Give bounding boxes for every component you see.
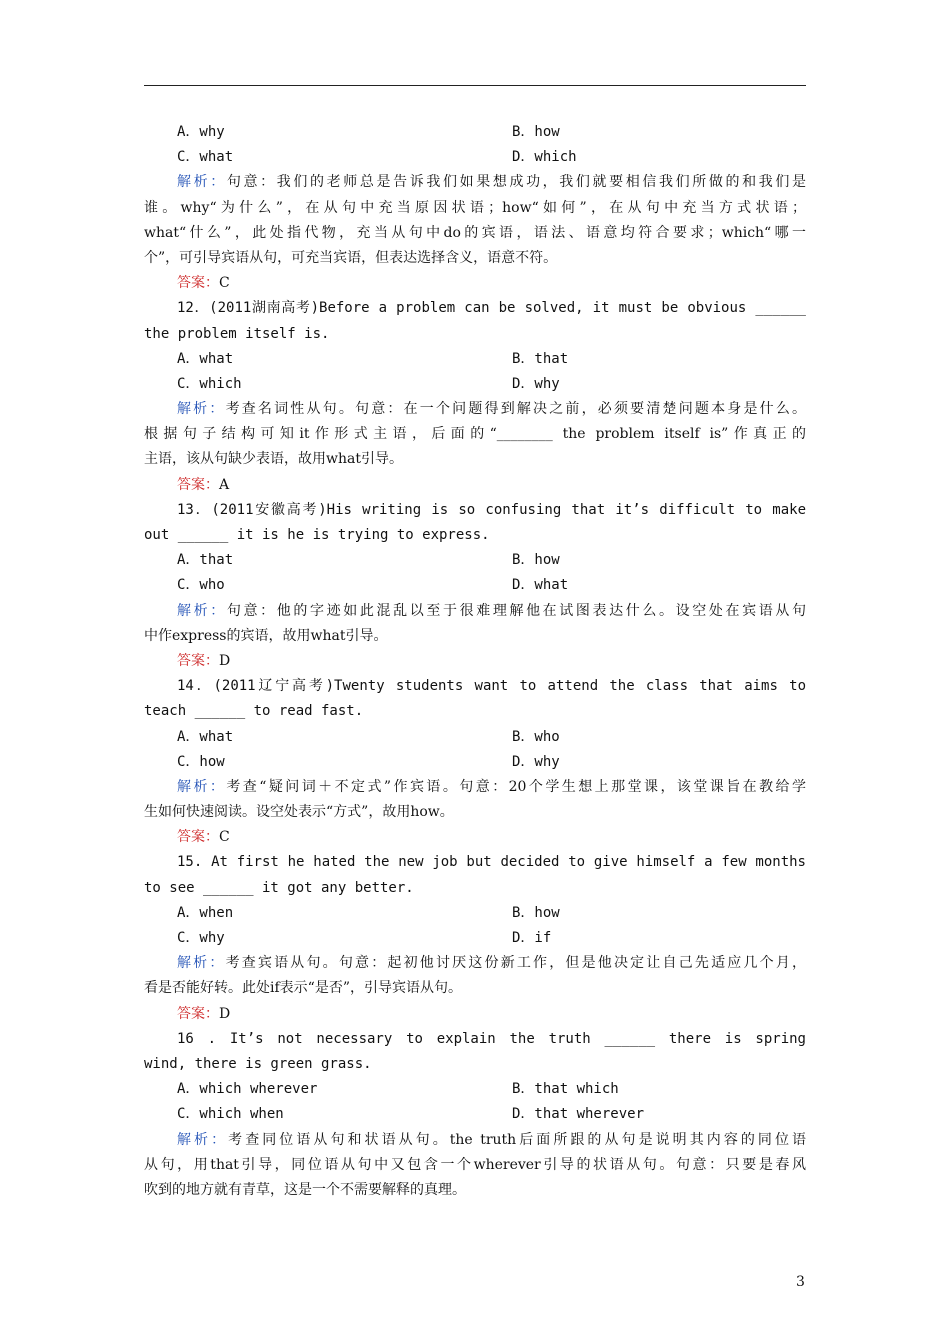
analysis-label: 解析： (177, 401, 226, 418)
analysis-line: 解析：考查宾语从句。句意：起初他讨厌这份新工作，但是他决定让自己先适应几个月， (177, 955, 807, 972)
analysis-label: 解析： (177, 1131, 229, 1148)
analysis-line: 解析：句意：他的字迹如此混乱以至于很难理解他在试图表达什么。设空处在宾语从句 (177, 602, 807, 619)
question-stem: wind, there is green grass. (144, 1055, 372, 1072)
question-stem: 14．(2011辽宁高考)Twenty students want to attend the class that aims to (177, 678, 806, 695)
option-b: B．that which (512, 1081, 619, 1098)
options-row (144, 725, 806, 750)
options-row (144, 372, 806, 397)
option-a: A．what (177, 728, 234, 745)
option-c: C．which when (177, 1106, 284, 1123)
option-b: B．that (512, 350, 569, 367)
options-row (144, 1102, 806, 1127)
option-d: D．why (512, 753, 560, 770)
options-row (144, 901, 806, 926)
analysis-label: 解析： (177, 778, 227, 795)
question-stem: 15. At first he hated the new job but decided to give himself a few months (177, 854, 806, 871)
option-d: D．if (512, 930, 552, 946)
options-row (144, 548, 806, 573)
answer-line (144, 649, 806, 674)
option-c: C．why (177, 930, 225, 946)
options-row (144, 145, 806, 170)
options-row (144, 573, 806, 598)
option-a: A．what (177, 350, 234, 367)
analysis-line: 解析：句意：我们的老师总是告诉我们如果想成功，我们就要相信我们所做的和我们是 (177, 174, 807, 191)
option-c: C．which (177, 375, 242, 392)
page-number: 3 (796, 1274, 805, 1290)
answer-label: 答案： (177, 1005, 219, 1022)
analysis-line: 解析：考查“疑问词＋不定式”作宾语。句意：20个学生想上那堂课，该堂课旨在教给学 (177, 778, 806, 795)
question-stem: the problem itself is. (144, 325, 330, 342)
answer-line (144, 271, 806, 296)
answer-value: A (219, 476, 230, 493)
option-b: B．how (512, 904, 560, 921)
options-row (144, 120, 806, 145)
option-b: B．who (512, 728, 560, 745)
option-b: B．how (512, 552, 560, 569)
options-row (144, 347, 806, 372)
option-c: C．how (177, 753, 225, 770)
analysis-line: 主语，该从句缺少表语，故用what引导。 (144, 451, 403, 468)
question-stem: 12．(2011湖南高考)Before a problem can be solved, it must be obvious ______ (177, 300, 806, 317)
option-c: C．what (177, 149, 234, 166)
question-stem: 13．(2011安徽高考)His writing is so confusing that it’s difficult to make (177, 501, 806, 518)
analysis-label: 解析： (177, 955, 226, 972)
option-d: D．which (512, 149, 577, 166)
answer-line (144, 1002, 806, 1027)
analysis-line: 解析：考查同位语从句和状语从句。the truth后面所跟的从句是说明其内容的同位语 (177, 1131, 807, 1148)
analysis-line: what“什么”，此处指代物，充当从句中do的宾语，语法、语意均符合要求；which“哪一 (144, 224, 806, 241)
answer-line (144, 825, 806, 850)
answer-label: 答案： (177, 652, 219, 669)
answer-value: D (219, 1005, 231, 1022)
analysis-line: 吹到的地方就有青草，这是一个不需要解释的真理。 (144, 1181, 466, 1198)
answer-value: D (219, 652, 231, 669)
option-a: A．why (177, 124, 225, 140)
question-stem: out ______ it is he is trying to express. (144, 527, 490, 543)
answer-label: 答案： (177, 275, 219, 292)
option-b: B．how (512, 124, 560, 140)
analysis-line: 根据句子结构可知it作形式主语，后面的“________ the problem itself is”作真正的 (144, 426, 806, 443)
option-d: D．why (512, 375, 560, 392)
options-row (144, 1077, 806, 1102)
analysis-line: 看是否能好转。此处if表示“是否”，引导宾语从句。 (144, 980, 462, 997)
answer-line (144, 473, 806, 498)
header-rule (144, 85, 806, 86)
option-a: A．that (177, 552, 234, 569)
analysis-line: 解析：考查名词性从句。句意：在一个问题得到解决之前，必须要清楚问题本身是什么。 (177, 401, 807, 418)
option-c: C．who (177, 577, 225, 594)
document-body (144, 120, 806, 1203)
answer-value: C (219, 829, 230, 846)
answer-value: C (219, 275, 230, 292)
options-row (144, 926, 806, 951)
analysis-line: 生如何快速阅读。设空处表示“方式”，故用how。 (144, 804, 454, 821)
option-a: A．which wherever (177, 1081, 318, 1098)
option-d: D．what (512, 577, 569, 594)
options-row (144, 750, 806, 775)
option-d: D．that wherever (512, 1106, 645, 1123)
analysis-label: 解析： (177, 174, 227, 191)
analysis-label: 解析： (177, 602, 227, 619)
analysis-line: 从句，用that引导，同位语从句中又包含一个wherever引导的状语从句。句意：只要是春风 (144, 1156, 806, 1173)
option-a: A．when (177, 904, 234, 921)
analysis-line: 个”，可引导宾语从句，可充当宾语，但表达选择含义，语意不符。 (144, 249, 558, 266)
answer-label: 答案： (177, 829, 219, 846)
question-stem: to see ______ it got any better. (144, 879, 414, 896)
question-stem: teach ______ to read fast. (144, 703, 364, 720)
question-stem: 16 . It’s not necessary to explain the truth ______ there is spring (177, 1030, 806, 1047)
analysis-line: 中作express的宾语，故用what引导。 (144, 627, 388, 644)
analysis-line: 谁。why“为什么”，在从句中充当原因状语；how“如何”，在从句中充当方式状语； (144, 199, 806, 216)
answer-label: 答案： (177, 476, 219, 493)
